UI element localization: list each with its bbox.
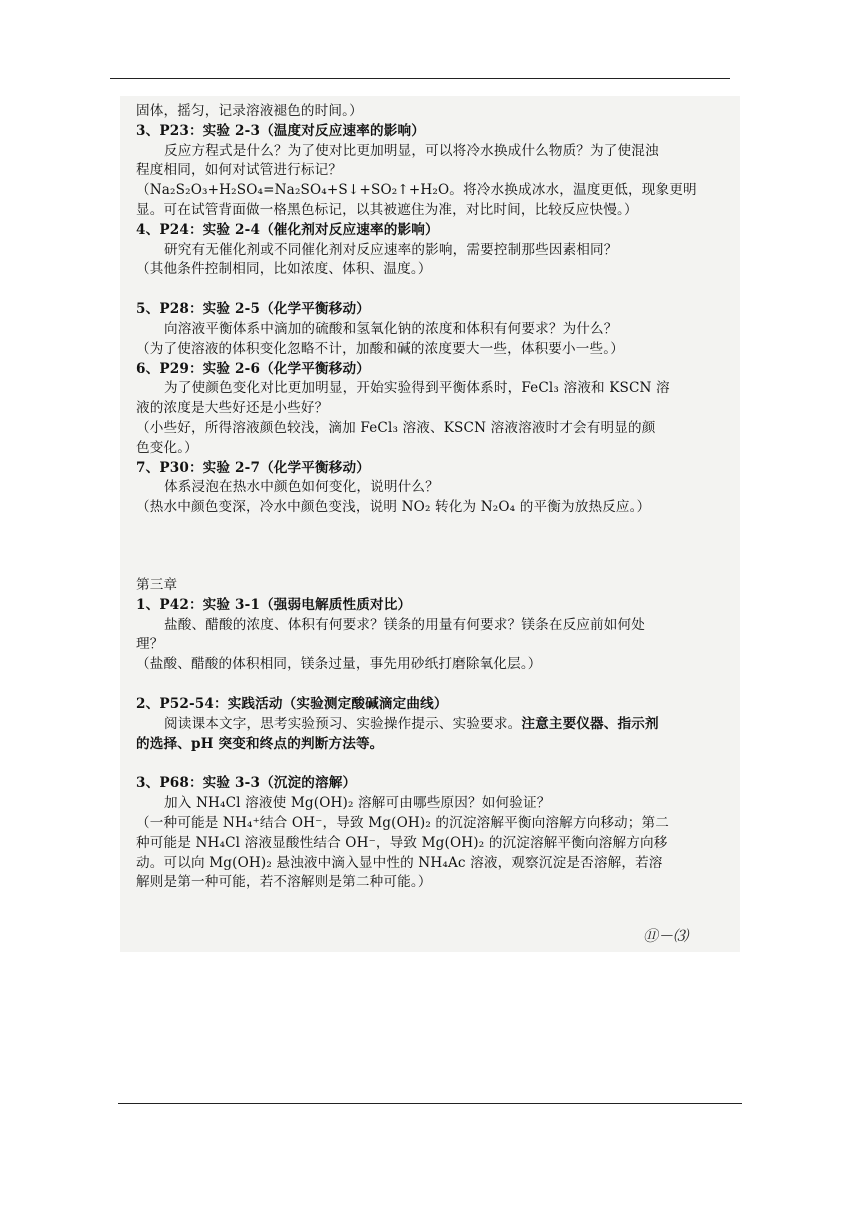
question-text: 程度相同，如何对试管进行标记？: [136, 162, 343, 179]
chapter-title: 第三章: [136, 576, 178, 593]
text-line: 固体，摇匀，记录溶液褪色的时间。）: [136, 103, 363, 119]
question-text: 加入 NH₄Cl 溶液使 Mg(OH)₂ 溶解可由哪些原因？如何验证？: [164, 795, 551, 812]
section-heading: 3、P68：实验 3-3（沉淀的溶解）: [136, 775, 357, 792]
instruction-emphasis: 的选择、pH 突变和终点的判断方法等。: [136, 735, 384, 752]
section-heading: 4、P24：实验 2-4（催化剂对反应速率的影响）: [136, 221, 439, 238]
answer-text: 色变化。）: [136, 439, 198, 456]
answer-text: （Na₂S₂O₃+H₂SO₄=Na₂SO₄+S↓+SO₂↑+H₂O。将冷水换成冰水，温度更低，现象更明: [136, 182, 697, 199]
header-rule: [110, 78, 730, 79]
handwritten-page-mark: ⑪－⑶: [643, 927, 689, 945]
question-text: 向溶液平衡体系中滴加的硫酸和氢氧化钠的浓度和体积有何要求？为什么？: [164, 320, 618, 337]
section-heading: 5、P28：实验 2-5（化学平衡移动）: [136, 301, 371, 318]
instruction-text: [136, 715, 732, 735]
question-text: 反应方程式是什么？为了使对比更加明显，可以将冷水换成什么物质？为了使混浊: [164, 142, 659, 159]
answer-text: （一种可能是 NH₄⁺结合 OH⁻，导致 Mg(OH)₂ 的沉淀溶解平衡向溶解方向移动；第二: [136, 814, 670, 831]
section-heading: 1、P42：实验 3-1（强弱电解质性质对比）: [136, 596, 412, 613]
answer-text: （热水中颜色变深，冷水中颜色变浅，说明 NO₂ 转化为 N₂O₄ 的平衡为放热反应。）: [136, 499, 651, 516]
answer-text: 种可能是 NH₄Cl 溶液显酸性结合 OH⁻，导致 Mg(OH)₂ 的沉淀溶解平衡向溶解方向移: [136, 834, 668, 851]
section-heading: 2、P52-54：实践活动（实验测定酸碱滴定曲线）: [136, 695, 448, 712]
instruction-emphasis: 注意主要仪器、指示剂: [521, 715, 659, 732]
answer-text: （为了使溶液的体积变化忽略不计，加酸和碱的浓度要大一些，体积要小一些。）: [136, 340, 624, 357]
answer-text: 显。可在试管背面做一格黑色标记，以其被遮住为准，对比时间，比较反应快慢。）: [136, 201, 638, 218]
section-heading: 7、P30：实验 2-7（化学平衡移动）: [136, 459, 371, 476]
question-text: 研究有无催化剂或不同催化剂对反应速率的影响，需要控制那些因素相同？: [164, 241, 618, 258]
question-text: 盐酸、醋酸的浓度、体积有何要求？镁条的用量有何要求？镁条在反应前如何处: [164, 616, 646, 633]
section-heading: 6、P29：实验 2-6（化学平衡移动）: [136, 360, 371, 377]
document-body: [136, 102, 732, 893]
instruction-plain: 阅读课本文字，思考实验预习、实验操作提示、实验要求。: [164, 715, 522, 732]
section-heading: 3、P23：实验 2-3（温度对反应速率的影响）: [136, 122, 425, 139]
question-text: 理？: [136, 636, 164, 653]
question-text: 液的浓度是大些好还是小些好？: [136, 400, 329, 417]
footer-rule: [118, 1103, 742, 1104]
answer-text: （其他条件控制相同，比如浓度、体积、温度。）: [136, 261, 432, 278]
answer-text: 解则是第一种可能，若不溶解则是第二种可能。）: [136, 874, 432, 891]
question-text: 体系浸泡在热水中颜色如何变化，说明什么？: [164, 479, 439, 496]
question-text: 为了使颜色变化对比更加明显，开始实验得到平衡体系时，FeCl₃ 溶液和 KSCN 溶: [164, 380, 670, 397]
answer-text: （小些好，所得溶液颜色较浅，滴加 FeCl₃ 溶液、KSCN 溶液溶液时才会有明显的颜: [136, 419, 656, 436]
answer-text: 动。可以向 Mg(OH)₂ 悬浊液中滴入显中性的 NH₄Ac 溶液，观察沉淀是否溶解，若溶: [136, 854, 663, 871]
answer-text: （盐酸、醋酸的体积相同，镁条过量，事先用砂纸打磨除氧化层。）: [136, 656, 542, 673]
